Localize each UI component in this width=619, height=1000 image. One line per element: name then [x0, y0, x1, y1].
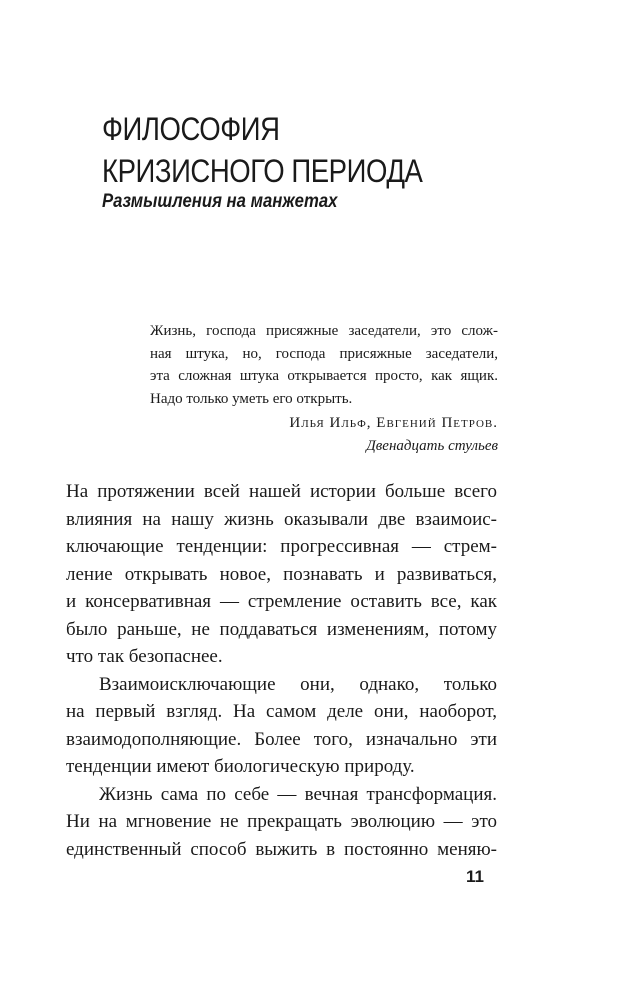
- epigraph-author: Илья Ильф, Евгений Петров.: [289, 415, 498, 431]
- chapter-subtitle: Размышления на манжетах: [102, 191, 338, 212]
- body-line: взаимодополняющие. Более того, изначально эти: [66, 728, 497, 750]
- body-line: что так безопаснее.: [66, 646, 223, 667]
- epigraph-line: ная штука, но, господа присяжные заседатели,: [150, 345, 498, 362]
- page-number: 11: [466, 867, 484, 886]
- chapter-title-line-2: КРИЗИСНОГО ПЕРИОДА: [102, 153, 423, 189]
- body-line: Взаимоисключающие они, однако, только: [99, 673, 497, 695]
- body-line: На протяжении всей нашей истории больше всего: [66, 481, 497, 502]
- body-text: [66, 478, 497, 863]
- body-line: единственный способ выжить в постоянно меняю-: [66, 838, 497, 860]
- body-line: на первый взгляд. На самом деле они, наоборот,: [66, 701, 497, 722]
- chapter-title-line-1: ФИЛОСОФИЯ: [102, 111, 280, 147]
- body-line: Жизнь сама по себе — вечная трансформация.: [99, 783, 497, 805]
- body-line: ключающие тенденции: прогрессивная — стрем-: [66, 536, 497, 557]
- body-line: было раньше, не поддаваться изменениям, потому: [66, 618, 497, 640]
- body-line: ление открывать новое, познавать и развиваться,: [66, 563, 497, 585]
- body-line: влияния на нашу жизнь оказывали две взаимоис-: [66, 508, 497, 530]
- body-line: и консервативная — стремление оставить все, как: [66, 591, 497, 612]
- body-line: Ни на мгновение не прекращать эволюцию — это: [66, 811, 497, 832]
- body-line: тенденции имеют биологическую природу.: [66, 756, 415, 777]
- epigraph-line: эта сложная штука открывается просто, как ящик.: [150, 368, 498, 384]
- epigraph: [150, 320, 498, 457]
- epigraph-line: Жизнь, господа присяжные заседатели, это слож-: [150, 323, 498, 339]
- epigraph-line: Надо только уметь его открыть.: [150, 390, 353, 407]
- chapter-title: [102, 108, 506, 192]
- epigraph-source: Двенадцать стульев: [366, 437, 498, 454]
